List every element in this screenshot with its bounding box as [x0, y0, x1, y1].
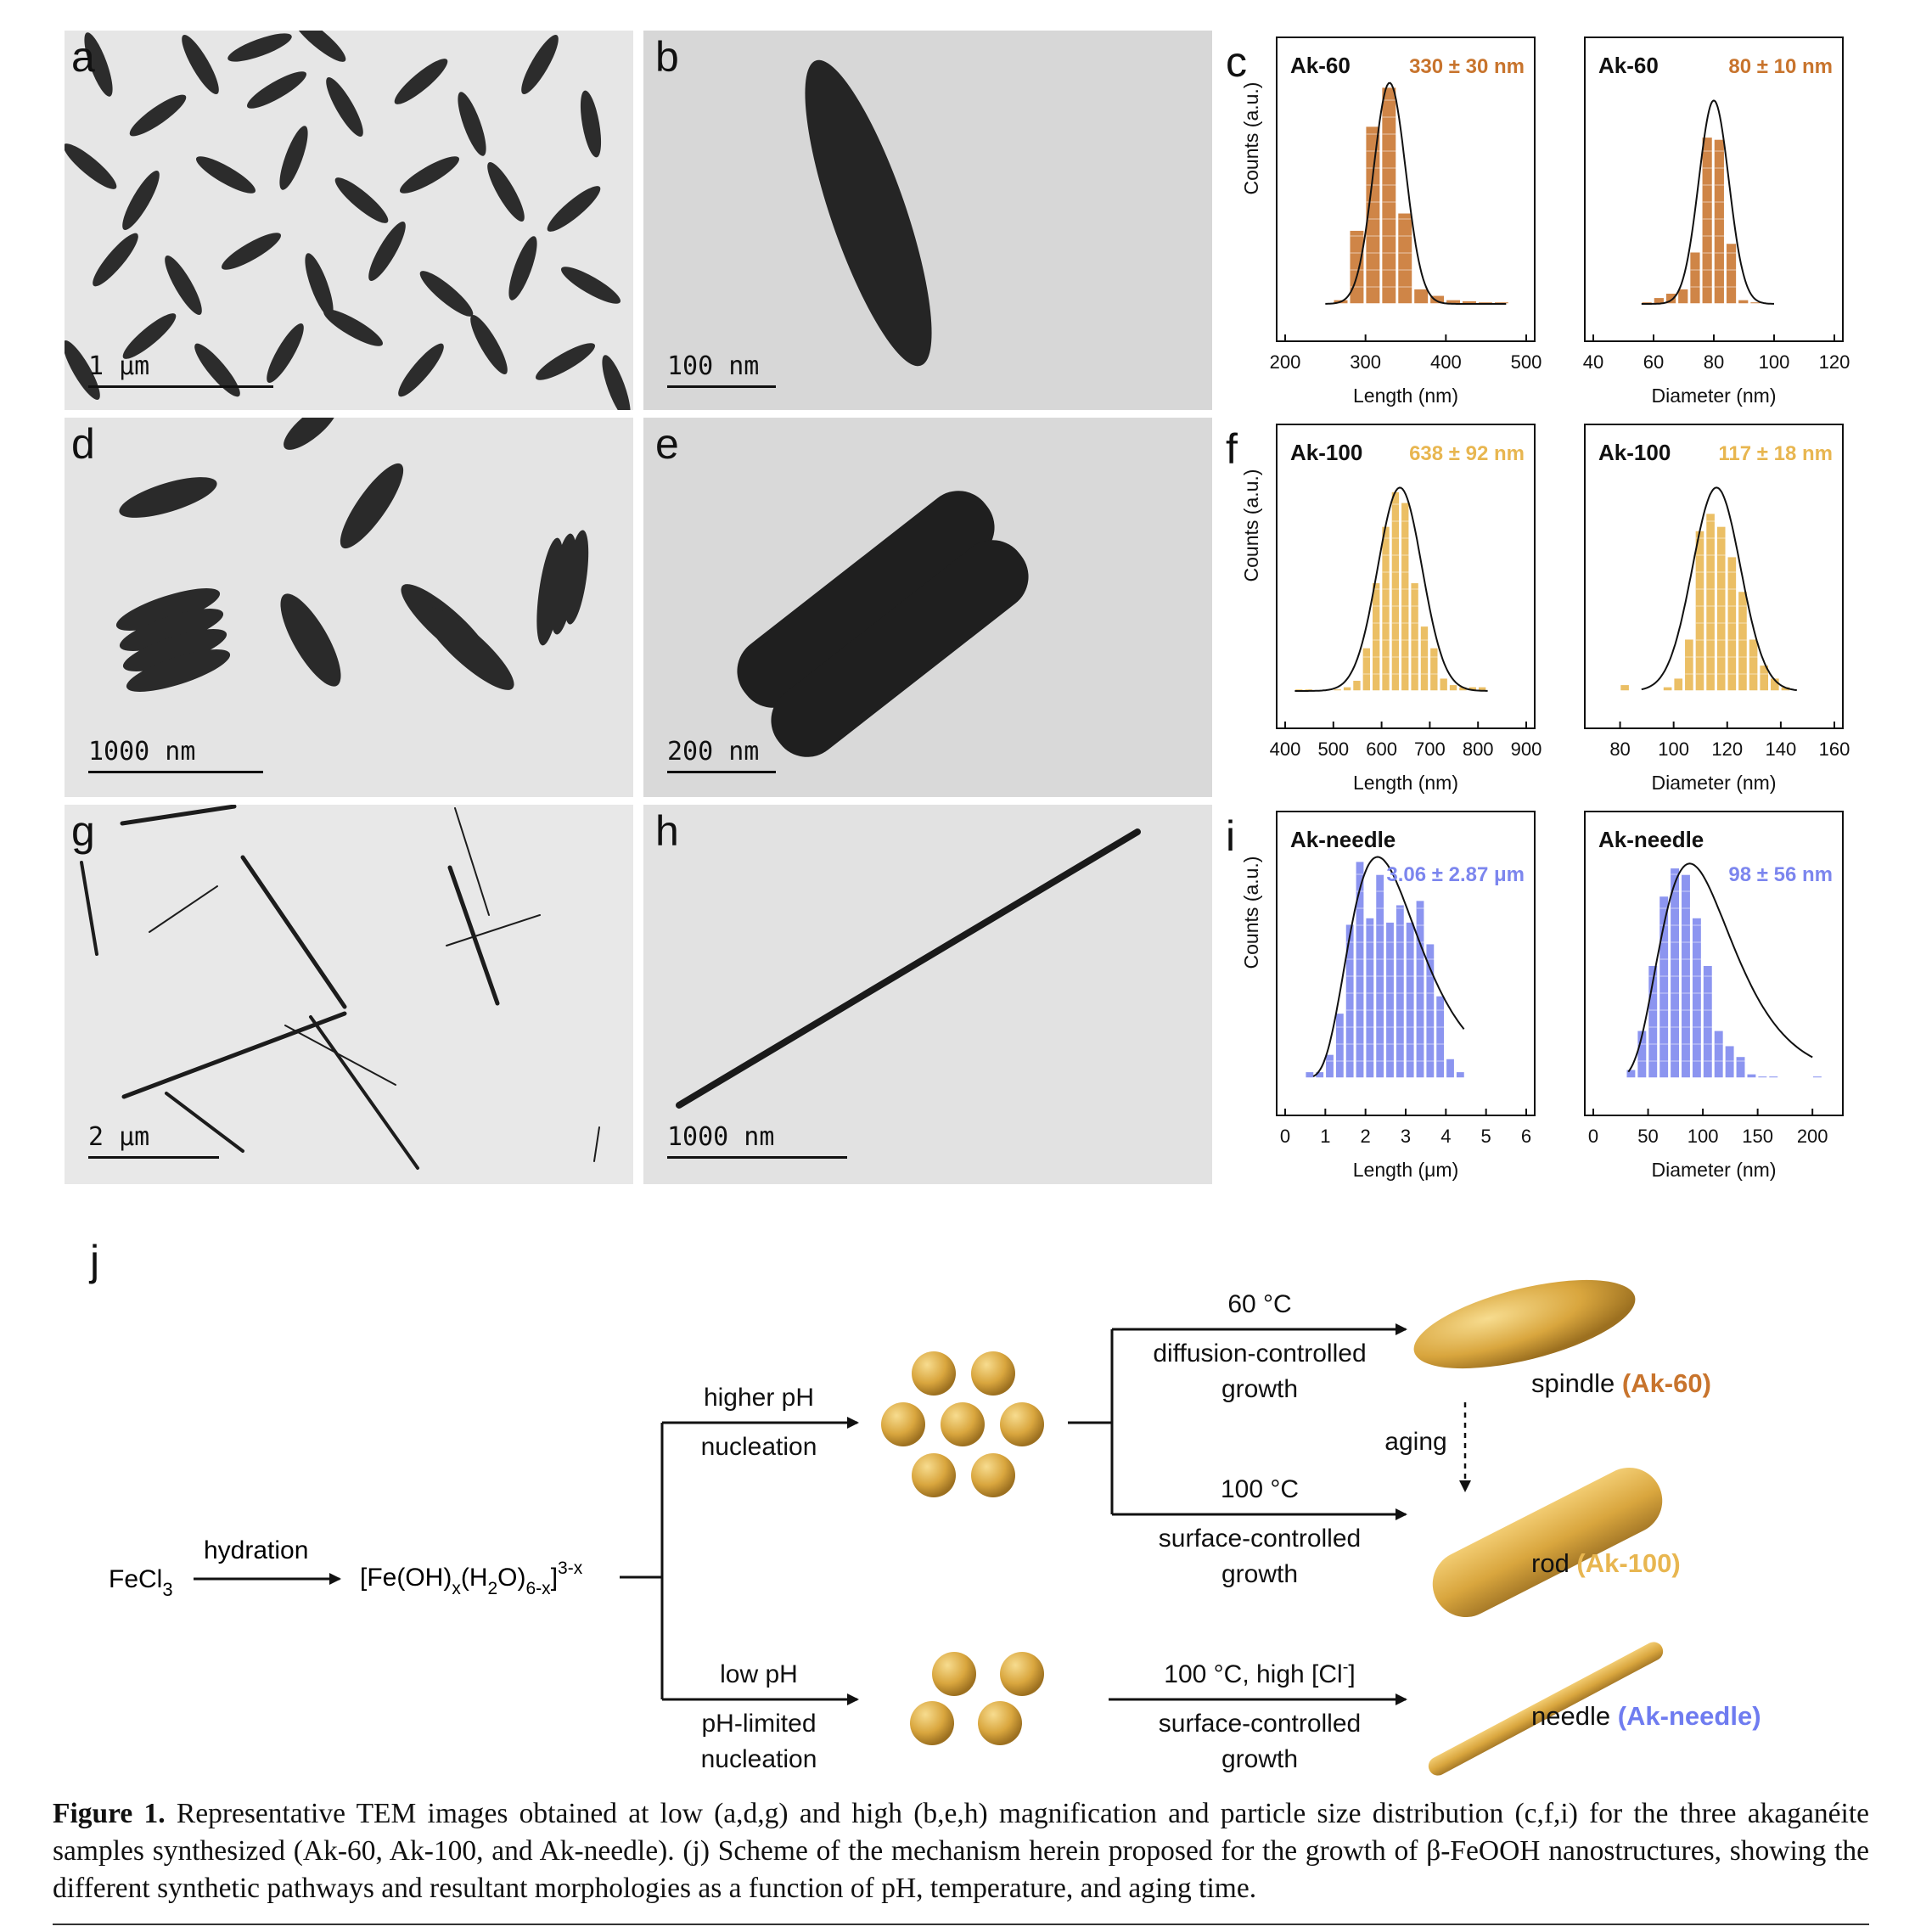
- spindle-label: spindle (Ak-60): [1531, 1368, 1711, 1398]
- hydration-label: hydration: [204, 1536, 309, 1564]
- x-tick-label: 600: [1366, 739, 1397, 760]
- histogram-bar: [1736, 1056, 1745, 1078]
- x-tick-label: 100: [1758, 351, 1790, 373]
- x-tick-label: 300: [1350, 351, 1382, 373]
- x-tick-label: 5: [1480, 1126, 1491, 1147]
- histogram-bar: [1345, 924, 1354, 1078]
- histogram-bar: [1692, 918, 1701, 1078]
- x-axis-label: Length (nm): [1352, 772, 1459, 794]
- histogram-bar: [1366, 918, 1374, 1078]
- sample-label: Ak-100: [1290, 440, 1363, 465]
- histogram-bar: [1758, 1076, 1767, 1078]
- ph-limited-label: pH-limited: [701, 1710, 817, 1738]
- scale-bar-label-e: 200 nm: [667, 737, 760, 767]
- sample-label: Ak-needle: [1290, 827, 1396, 852]
- histogram-bar: [1372, 582, 1380, 691]
- x-tick-label: 100: [1687, 1126, 1719, 1147]
- size-stat-label: 638 ± 92 nm: [1409, 442, 1525, 465]
- x-tick-label: 160: [1818, 739, 1850, 760]
- histogram-bar: [1396, 905, 1404, 1078]
- size-stat-label: 3.06 ± 2.87 μm: [1386, 863, 1525, 886]
- histogram-bar: [1769, 1076, 1778, 1078]
- x-tick-label: 200: [1796, 1126, 1828, 1147]
- histogram-bar: [1626, 1070, 1636, 1078]
- size-stat-label: 330 ± 30 nm: [1409, 55, 1525, 78]
- histogram-bar: [1382, 87, 1396, 304]
- scale-bar-label-a: 1 µm: [88, 351, 150, 381]
- rod-label: rod (Ak-100): [1531, 1548, 1681, 1578]
- histogram-bar: [1812, 1076, 1822, 1078]
- histogram-bar: [1749, 639, 1758, 691]
- histogram-bar: [1695, 531, 1704, 691]
- histogram-bar: [1325, 1054, 1334, 1078]
- histogram-bar: [1674, 678, 1683, 691]
- panel-letter-c: c: [1226, 38, 1247, 86]
- temp-60-label: 60 °C: [1227, 1290, 1292, 1318]
- growth-label-1: growth: [1221, 1375, 1299, 1403]
- x-tick-label: 4: [1440, 1126, 1452, 1147]
- x-tick-label: 700: [1414, 739, 1446, 760]
- scale-bar-label-b: 100 nm: [667, 351, 760, 381]
- histogram-bar: [1714, 139, 1725, 304]
- x-tick-label: 800: [1462, 739, 1494, 760]
- panel-letter-j: j: [90, 1237, 100, 1284]
- panel-letter-e: e: [655, 420, 679, 468]
- aging-label: aging: [1384, 1428, 1447, 1456]
- x-tick-label: 100: [1658, 739, 1690, 760]
- iron-complex-label: $[Fe(OH)_x(H_2O)_{6-x}]^{3-x}$: [360, 1559, 583, 1598]
- x-tick-label: 50: [1637, 1126, 1659, 1147]
- x-tick-label: 1: [1320, 1126, 1331, 1147]
- x-tick-label: 400: [1429, 351, 1462, 373]
- histogram-bar: [1335, 1013, 1344, 1078]
- temp-100-label: 100 °C: [1220, 1475, 1300, 1503]
- histogram-bar: [1725, 1046, 1734, 1078]
- size-stat-label: 98 ± 56 nm: [1728, 863, 1833, 886]
- histogram-bar: [1420, 626, 1429, 691]
- x-axis-label: Diameter (nm): [1651, 385, 1777, 407]
- x-tick-label: 60: [1643, 351, 1665, 373]
- histogram-bar: [1350, 230, 1364, 304]
- fecl3-label: FeCl$_3$: [109, 1565, 173, 1600]
- histogram-bar: [1343, 687, 1351, 691]
- histogram-bar: [1684, 639, 1693, 691]
- panel-letter-g: g: [71, 807, 95, 855]
- x-tick-label: 0: [1587, 1126, 1599, 1147]
- x-tick-label: 400: [1269, 739, 1301, 760]
- histogram-bar: [1747, 1074, 1756, 1078]
- histogram-bar: [1449, 684, 1457, 691]
- panel-letter-d: d: [71, 420, 95, 468]
- rod-shape: [1421, 1457, 1673, 1629]
- needle-label: needle (Ak-needle): [1531, 1701, 1761, 1731]
- histogram-bar: [1726, 243, 1737, 304]
- caption-label: Figure 1.: [53, 1798, 166, 1829]
- histogram-bar: [1356, 862, 1364, 1078]
- sample-label: Ak-60: [1290, 53, 1351, 78]
- histogram-bar: [1714, 1031, 1723, 1078]
- y-axis-label: Counts (a.u.): [1240, 81, 1262, 195]
- sample-label: Ak-100: [1598, 440, 1671, 465]
- scale-bar-label-g: 2 µm: [88, 1122, 150, 1152]
- x-tick-label: 500: [1510, 351, 1542, 373]
- x-tick-label: 120: [1711, 739, 1744, 760]
- histogram-bar: [1306, 1071, 1314, 1078]
- nucleation-label: nucleation: [700, 1433, 817, 1461]
- histogram-bar: [1440, 678, 1448, 691]
- panel-letter-i: i: [1226, 812, 1236, 860]
- growth-label-3: growth: [1221, 1745, 1299, 1773]
- nuclei-cluster-low-ph: [910, 1652, 1044, 1745]
- histogram-bar: [1426, 944, 1435, 1078]
- scale-bar-label-d: 1000 nm: [88, 737, 196, 767]
- x-tick-label: 200: [1269, 351, 1301, 373]
- size-stat-label: 117 ± 18 nm: [1718, 442, 1833, 465]
- x-tick-label: 6: [1520, 1126, 1532, 1147]
- histogram-bar: [1446, 1059, 1454, 1078]
- x-axis-label: Diameter (nm): [1651, 1159, 1777, 1181]
- x-axis-label: Length (μm): [1352, 1159, 1459, 1181]
- scale-bar-label-h: 1000 nm: [667, 1122, 775, 1152]
- x-axis-label: Diameter (nm): [1651, 772, 1777, 794]
- histogram-bar: [1706, 514, 1716, 691]
- surface-controlled-label-2: surface-controlled: [1158, 1710, 1362, 1738]
- low-ph-label: low pH: [720, 1660, 798, 1688]
- temp-100-chloride-label: 100 °C, high [Cl-]: [1164, 1658, 1356, 1688]
- panel-letter-f: f: [1226, 425, 1238, 473]
- surface-controlled-label-1: surface-controlled: [1158, 1525, 1362, 1553]
- sample-label: Ak-60: [1598, 53, 1659, 78]
- histogram-bar: [1727, 557, 1737, 691]
- histogram-bar: [1429, 648, 1438, 691]
- x-tick-label: 900: [1510, 739, 1542, 760]
- histogram-bar: [1401, 503, 1409, 691]
- histogram-bar: [1690, 252, 1701, 304]
- sample-label: Ak-needle: [1598, 827, 1704, 852]
- histogram-bar: [1663, 687, 1672, 691]
- histogram-bar: [1382, 526, 1390, 691]
- x-tick-label: 140: [1765, 739, 1797, 760]
- nuclei-cluster-higher-ph: [881, 1351, 1044, 1497]
- x-tick-label: 40: [1582, 351, 1604, 373]
- x-tick-label: 120: [1818, 351, 1850, 373]
- histogram-bar: [1406, 922, 1414, 1078]
- x-tick-label: 80: [1703, 351, 1725, 373]
- y-axis-label: Counts (a.u.): [1240, 856, 1262, 969]
- figure-caption: [53, 1795, 1869, 1907]
- histogram-bar: [1620, 684, 1630, 691]
- panel-letter-h: h: [655, 807, 679, 855]
- caption-rule: [53, 1924, 1869, 1925]
- y-axis-label: Counts (a.u.): [1240, 469, 1262, 582]
- caption-text: Representative TEM images obtained at low (a,d,g) and high (b,e,h) magnification and particle size distribution (c,f,i) for the three akaganéite samples synthesized (Ak-60, Ak-100, and Ak-needle). (j) Scheme of the mechanism herein proposed for the growth of β-FeOOH nanostructures, showing the different synthetic pathways and resultant morphologies as a function of pH, temperature, and aging time.: [53, 1798, 1869, 1904]
- x-axis-label: Length (nm): [1352, 385, 1459, 407]
- histogram-bar: [1456, 1071, 1464, 1078]
- histogram-bar: [1385, 922, 1394, 1078]
- x-tick-label: 2: [1360, 1126, 1371, 1147]
- histogram-bar: [1398, 213, 1412, 304]
- panel-letter-a: a: [71, 33, 95, 81]
- histogram-bar: [1670, 868, 1679, 1078]
- x-tick-label: 0: [1279, 1126, 1291, 1147]
- histogram-bar: [1716, 526, 1726, 691]
- x-tick-label: 500: [1317, 739, 1350, 760]
- histogram-bar: [1416, 901, 1424, 1078]
- size-stat-label: 80 ± 10 nm: [1728, 55, 1833, 78]
- nucleation-label-2: nucleation: [700, 1745, 817, 1773]
- histogram-bar: [1353, 680, 1362, 691]
- diffusion-controlled-label: diffusion-controlled: [1153, 1339, 1367, 1368]
- histogram-bar: [1702, 137, 1713, 304]
- panel-letter-b: b: [655, 33, 679, 81]
- x-tick-label: 80: [1609, 739, 1631, 760]
- x-tick-label: 150: [1742, 1126, 1773, 1147]
- histogram-bar: [1413, 289, 1428, 304]
- histogram-bar: [1436, 996, 1445, 1078]
- histogram-bar: [1411, 582, 1419, 691]
- histogram-bar: [1738, 300, 1749, 304]
- growth-mechanism-scheme: [0, 1222, 1915, 1783]
- x-tick-label: 3: [1400, 1126, 1412, 1147]
- higher-ph-label: higher pH: [703, 1384, 815, 1412]
- histogram-bar: [1362, 648, 1371, 691]
- growth-label-2: growth: [1221, 1560, 1299, 1588]
